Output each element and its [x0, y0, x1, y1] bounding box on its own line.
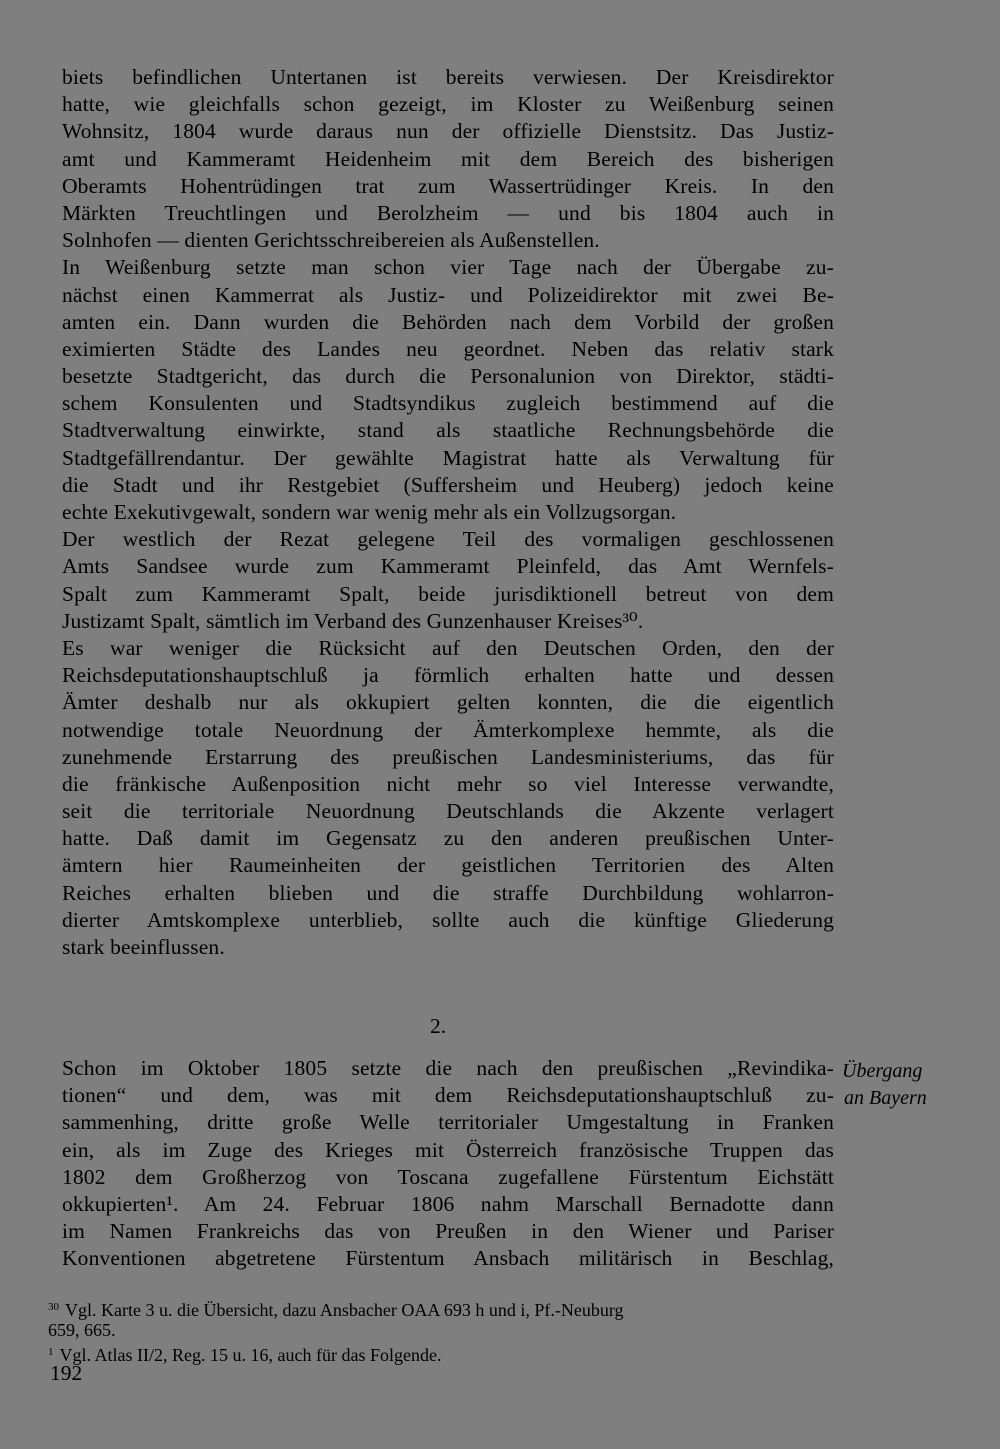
text-line: Reiches erhalten blieben und die straffe Durchbildung wohlarron- — [62, 880, 834, 905]
footnotes — [48, 1297, 834, 1365]
text-line: Wohnsitz, 1804 wurde daraus nun der offizielle Dienstsitz. Das Justiz- — [62, 119, 834, 144]
text-line: amten ein. Dann wurden die Behörden nach dem Vorbild der großen — [62, 309, 834, 334]
text-line: im Namen Frankreichs das von Preußen in den Wiener und Pariser — [62, 1219, 834, 1244]
text-line: zunehmende Erstarrung des preußischen Landesministeriums, das für — [62, 744, 834, 769]
text-line: Es war weniger die Rücksicht auf den Deutschen Orden, den der — [62, 635, 834, 660]
footnote — [48, 1342, 834, 1365]
page-number: 192 — [50, 1361, 83, 1385]
text-line: Schon im Oktober 1805 setzte die nach den preußischen „Revindika- — [62, 1056, 834, 1080]
text-line: Spalt zum Kammeramt Spalt, beide jurisdiktionell betreut von dem — [62, 581, 834, 606]
footnote-mark: 30 — [48, 1301, 59, 1313]
footnote-line: Vgl. Karte 3 u. die Übersicht, dazu Ansbacher OAA 693 h und i, Pf.-Neuburg — [65, 1300, 624, 1320]
text-line: Oberamts Hohentrüdingen trat zum Wassertrüdinger Kreis. In den — [62, 173, 834, 198]
text-line: biets befindlichen Untertanen ist bereits verwiesen. Der Kreisdirektor — [62, 65, 834, 89]
footnote — [48, 1297, 834, 1340]
text-line: schem Konsulenten und Stadtsyndikus zugleich bestimmend auf die — [62, 391, 834, 416]
text-line: sammenhing, dritte große Welle territorialer Umgestaltung in Franken — [62, 1110, 834, 1135]
footnote-mark: 1 — [48, 1346, 54, 1358]
text-line: In Weißenburg setzte man schon vier Tage nach der Übergabe zu- — [62, 255, 834, 280]
text-line: seit die territoriale Neuordnung Deutschlands die Akzente verlagert — [62, 799, 834, 824]
footnote-line: Vgl. Atlas II/2, Reg. 15 u. 16, auch für das Folgende. — [59, 1345, 442, 1365]
text-line: echte Exekutivgewalt, sondern war wenig mehr als ein Vollzugsorgan. — [62, 500, 677, 524]
body-text-part-1 — [62, 64, 834, 961]
text-line: hatte. Daß damit im Gegensatz zu den anderen preußischen Unter- — [62, 826, 834, 851]
text-line: ämtern hier Raumeinheiten der geistlichen Territorien des Alten — [62, 853, 834, 878]
text-line: besetzte Stadtgericht, das durch die Personalunion von Direktor, städti- — [62, 364, 834, 389]
text-line: Reichsdeputationshauptschluß ja förmlich erhalten hatte und dessen — [62, 663, 834, 688]
text-line: Justizamt Spalt, sämtlich im Verband des Gunzenhauser Kreises³⁰. — [62, 608, 644, 633]
text-line: hatte, wie gleichfalls schon gezeigt, im Kloster zu Weißenburg seinen — [62, 92, 834, 117]
text-line: eximierten Städte des Landes neu geordnet. Neben das relativ stark — [62, 336, 834, 361]
text-line: Konventionen abgetretene Fürstentum Ansbach militärisch in Beschlag, — [62, 1246, 834, 1271]
text-line: amt und Kammeramt Heidenheim mit dem Bereich des bisherigen — [62, 146, 834, 171]
text-line: Solnhofen — dienten Gerichtsschreibereien als Außenstellen. — [62, 228, 600, 253]
footnote-text — [48, 1345, 441, 1365]
text-line: Der westlich der Rezat gelegene Teil des vormaligen geschlossenen — [62, 527, 834, 552]
text-line: nächst einen Kammerrat als Justiz- und Polizeidirektor mit zwei Be- — [62, 282, 834, 307]
text-line: stark beeinflussen. — [62, 935, 225, 959]
body-text-part-2 — [62, 1055, 834, 1273]
text-line: Märkten Treuchtlingen und Berolzheim — und bis 1804 auch in — [62, 200, 834, 225]
text-line: notwendige totale Neuordnung der Ämterkomplexe hemmte, als die — [62, 717, 834, 742]
text-line: tionen“ und dem, was mit dem Reichsdeputationshauptschluß zu- — [62, 1083, 834, 1108]
text-line: die Stadt und ihr Restgebiet (Suffersheim und Heuberg) jedoch keine — [62, 472, 834, 497]
text-line: dierter Amtskomplexe unterblieb, sollte auch die künftige Gliederung — [62, 907, 834, 932]
text-line: Ämter deshalb nur als okkupiert gelten konnten, die die eigentlich — [62, 690, 834, 715]
margin-note-line: Übergang — [842, 1060, 923, 1082]
footnote-text — [48, 1300, 624, 1320]
text-line: 1802 dem Großherzog von Toscana zugefallene Fürstentum Eichstätt — [62, 1164, 834, 1189]
text-line: okkupierten¹. Am 24. Februar 1806 nahm Marschall Bernadotte dann — [62, 1191, 834, 1216]
text-line: Amts Sandsee wurde zum Kammeramt Pleinfeld, das Amt Wernfels- — [62, 554, 834, 579]
text-line: Stadtverwaltung einwirkte, stand als staatliche Rechnungsbehörde die — [62, 418, 834, 443]
section-number: 2. — [429, 1014, 447, 1038]
text-line: ein, als im Zuge des Krieges mit Österreich französische Truppen das — [62, 1137, 834, 1162]
margin-note-line: an Bayern — [844, 1087, 927, 1109]
margin-note — [842, 1058, 972, 1112]
text-line: Stadtgefällrendantur. Der gewählte Magistrat hatte als Verwaltung für — [62, 445, 834, 470]
footnote-line: 659, 665. — [48, 1320, 116, 1340]
text-line: die fränkische Außenposition nicht mehr so viel Interesse verwandte, — [62, 771, 834, 796]
